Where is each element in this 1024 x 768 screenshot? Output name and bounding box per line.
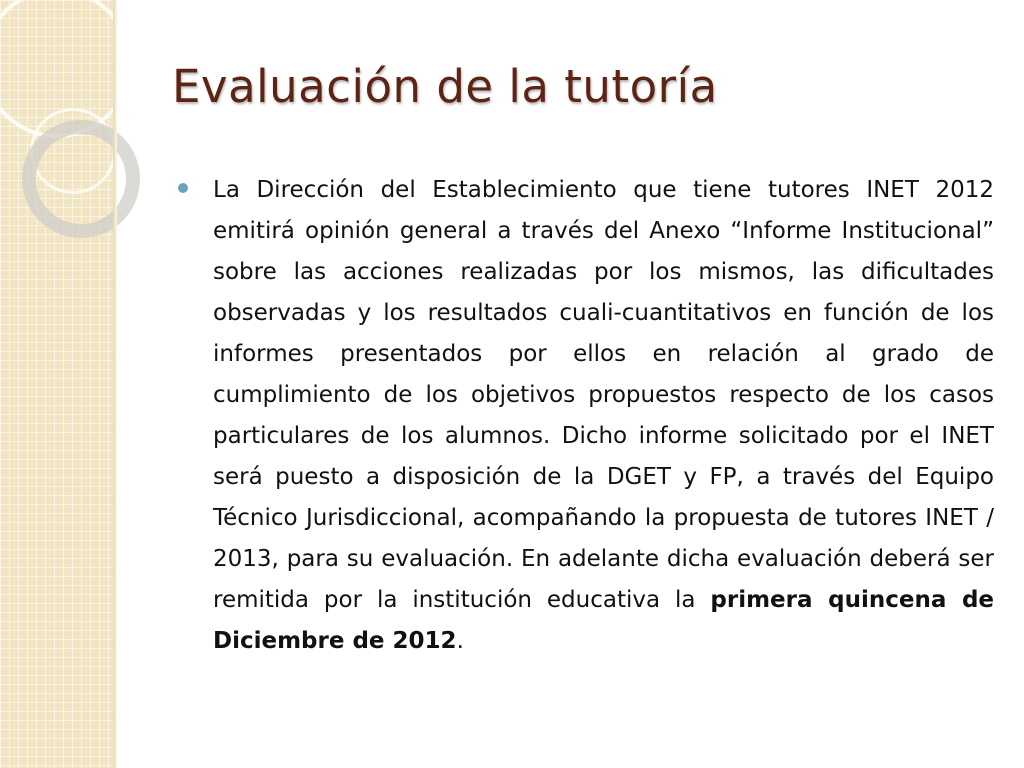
bullet-dot-icon bbox=[178, 183, 188, 193]
side-panel-edge bbox=[113, 0, 117, 768]
slide-title: Evaluación de la tutoría bbox=[172, 60, 718, 113]
bullet-text-body: La Dirección del Establecimiento que tiene tutores INET 2012 emitirá opinión general a través del Anexo “Informe Institucional” sobre las acciones realizadas por los mismos, las dificultades observadas y los resultados cuali-cuantitativos en función de los informes presentados por ellos en relación al grado de cumplimiento de los objetivos propuestos respecto de los casos particulares de los alumnos. Dicho informe solicitado por el INET será puesto a disposición de la DGET y FP, a través del Equipo Técnico Jurisdiccional, acompañando la propuesta de tutores INET / 2013, para su evaluación. En adelante dicha evaluación deberá ser remitida por la institución educativa la bbox=[213, 177, 994, 613]
decorative-ring-medium bbox=[22, 120, 140, 238]
bullet-item bbox=[178, 170, 994, 662]
decorative-side-panel bbox=[0, 0, 113, 768]
bullet-text bbox=[213, 170, 994, 662]
bullet-text-end: . bbox=[456, 628, 464, 654]
bullet-text-bold: primera quincena de Diciembre de 2012 bbox=[213, 587, 995, 654]
